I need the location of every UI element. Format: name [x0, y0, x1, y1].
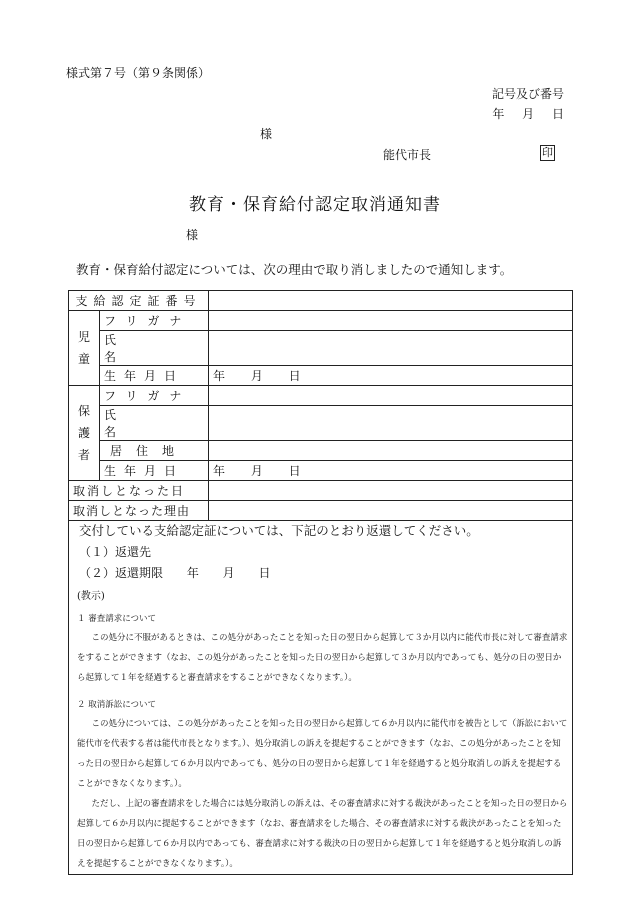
child-char-2: 童: [77, 352, 90, 366]
child-birthdate-value: 年 月 日: [209, 366, 573, 386]
cert-number-row: [69, 291, 573, 311]
guardian-name-value: [209, 406, 573, 441]
cancel-reason-row: [69, 501, 573, 521]
return-instructions: [69, 521, 573, 875]
child-birthdate-row: [69, 366, 573, 386]
lawsuit-heading: ２ 取消訴訟について: [77, 700, 157, 710]
seal-stamp: 印: [542, 146, 553, 159]
child-name-value: [209, 331, 573, 366]
lawsuit-text-1: この処分については、この処分があったことを知った日の翌日から起算して６か月以内に能代市を被告として（訴訟において能代市を代表する者は能代市長となります。）、処分取消しの訴えを提起することができます（なお、この処分があったことを知った日の翌日から起算して６か月以内であっても、処分の日の翌日から起算して１年を経過すると処分取消しの訴えを提起することができなくなります。）。: [77, 719, 568, 789]
intro-text: 教育・保育給付認定については、次の理由で取り消しましたので通知します。: [76, 262, 513, 277]
cancel-date-row: [69, 481, 573, 501]
guardian-name-row: [69, 406, 573, 441]
guardian-address-label: 居住地: [100, 441, 209, 461]
return-lead: 交付している支給認定証については、下記のとおり返還してください。: [79, 523, 479, 538]
form-number: 様式第７号（第９条関係）: [66, 66, 211, 80]
guardian-furigana-value: [209, 386, 573, 406]
guardian-char-2: 護: [77, 426, 90, 440]
guardian-birthdate-label: 生年月日: [100, 461, 209, 481]
document-title: 教育・保育給付認定取消通知書: [189, 195, 441, 215]
addressee-honorific-top: 様: [260, 127, 273, 141]
appeal-text: この処分に不服があるときは、この処分があったことを知った日の翌日から起算して３か月以内に能代市長に対して審査請求をすることができます（なお、この処分があったことを知った日の翌日から起算して３か月以内であっても、処分の日の翌日から起算して１年を経過すると審査請求をすることができなくなります。）。: [77, 633, 568, 683]
child-group-label: [69, 311, 100, 386]
child-char-1: 児: [77, 330, 90, 344]
cert-number-label: 支給認定証番号: [69, 291, 209, 311]
reference-number-label: 記号及び番号: [491, 87, 564, 101]
child-birthdate-label: 生年月日: [100, 366, 209, 386]
cancel-reason-label: 取消しとなった理由: [69, 501, 209, 521]
guardian-furigana-label: フリガナ: [100, 386, 209, 406]
guardian-birthdate-row: [69, 461, 573, 481]
guardian-address-value: [209, 441, 573, 461]
notice-row: [69, 521, 573, 875]
cert-number-value: [209, 291, 573, 311]
issue-date-line: 年 月 日: [492, 107, 564, 121]
appeal-heading: １ 審査請求について: [77, 614, 157, 624]
child-name-row: [69, 331, 573, 366]
addressee-honorific: 様: [186, 228, 199, 242]
return-destination: （１）返還先: [79, 545, 152, 559]
child-furigana-row: [69, 311, 573, 331]
child-name-label: 氏名: [100, 331, 209, 366]
return-deadline: （２）返還期限 年 月 日: [79, 566, 271, 580]
child-furigana-value: [209, 311, 573, 331]
lawsuit-text-2: ただし、上記の審査請求をした場合には処分取消しの訴えは、その審査請求に対する裁決があったことを知った日の翌日から起算して６か月以内に提起することができます（なお、審査請求をした場合、その審査請求に対する裁決があったことを知った日の翌日から起算して６か月以内であっても、審査請求に対する裁決の日の翌日から起算して１年を経過すると処分取消しの訴えを提起することができなくなります。）。: [77, 799, 568, 869]
child-furigana-label: フリガナ: [100, 311, 209, 331]
guardian-furigana-row: [69, 386, 573, 406]
notice-table: [68, 290, 573, 875]
instruction-label: (教示): [77, 591, 105, 602]
guardian-char-1: 保: [77, 404, 90, 418]
cancel-reason-value: [209, 501, 573, 521]
guardian-name-label: 氏名: [100, 406, 209, 441]
guardian-birthdate-value: 年 月 日: [209, 461, 573, 481]
cancel-date-label: 取消しとなった日: [69, 481, 209, 501]
guardian-group-label: [69, 386, 100, 481]
cancel-date-value: [209, 481, 573, 501]
mayor-title: 能代市長: [383, 148, 432, 162]
guardian-char-3: 者: [77, 448, 90, 462]
guardian-address-row: [69, 441, 573, 461]
